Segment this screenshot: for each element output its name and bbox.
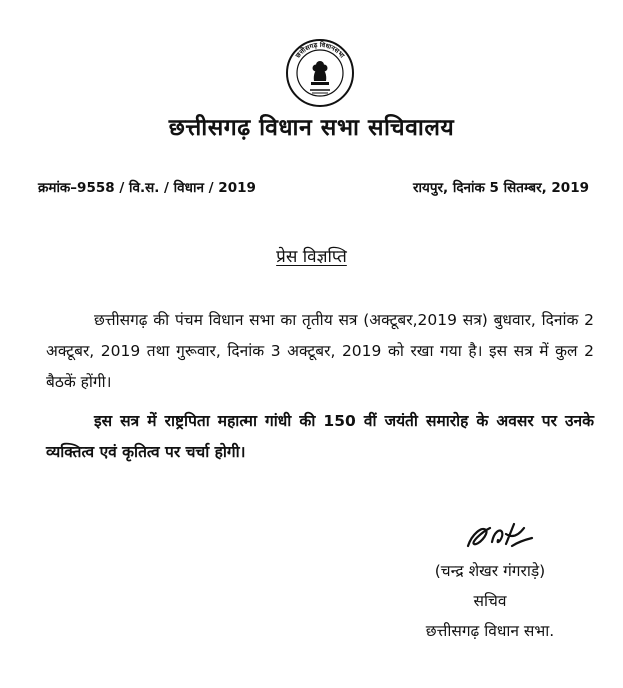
signature-block <box>390 556 590 646</box>
assembly-emblem-icon <box>285 38 355 108</box>
place-date: रायपुर, दिनांक 5 सितम्बर, 2019 <box>412 180 589 196</box>
emblem-text: छत्तीसगढ़ विधानसभा <box>293 40 347 60</box>
body-paragraph-2: इस सत्र में राष्ट्रपिता महात्मा गांधी की 150 वीं जयंती समारोह के अवसर पर उनके व्यक्तित्व एवं कृतित्व पर चर्चा होगी। <box>46 412 594 461</box>
signatory-designation: सचिव <box>473 592 507 610</box>
signatory-office: छत्तीसगढ़ विधान सभा. <box>425 622 555 640</box>
body-paragraph-1: छत्तीसगढ़ की पंचम विधान सभा का तृतीय सत्र (अक्टूबर,2019 सत्र) बुधवार, दिनांक 2 अक्टूबर, 2019 तथा गुरूवार, दिनांक 3 अक्टूबर, 2019 को रखा गया है। इस सत्र में कुल 2 बैठकें होंगी। <box>46 311 594 391</box>
handwritten-signature <box>462 516 540 556</box>
press-release-heading: प्रेस विज्ञप्ति <box>276 247 347 267</box>
reference-number: क्रमांक–9558 / वि.स. / विधान / 2019 <box>38 180 256 196</box>
signatory-name: (चन्द्र शेखर गंगराड़े) <box>434 562 546 580</box>
page-title: छत्तीसगढ़ विधान सभा सचिवालय <box>168 115 455 141</box>
